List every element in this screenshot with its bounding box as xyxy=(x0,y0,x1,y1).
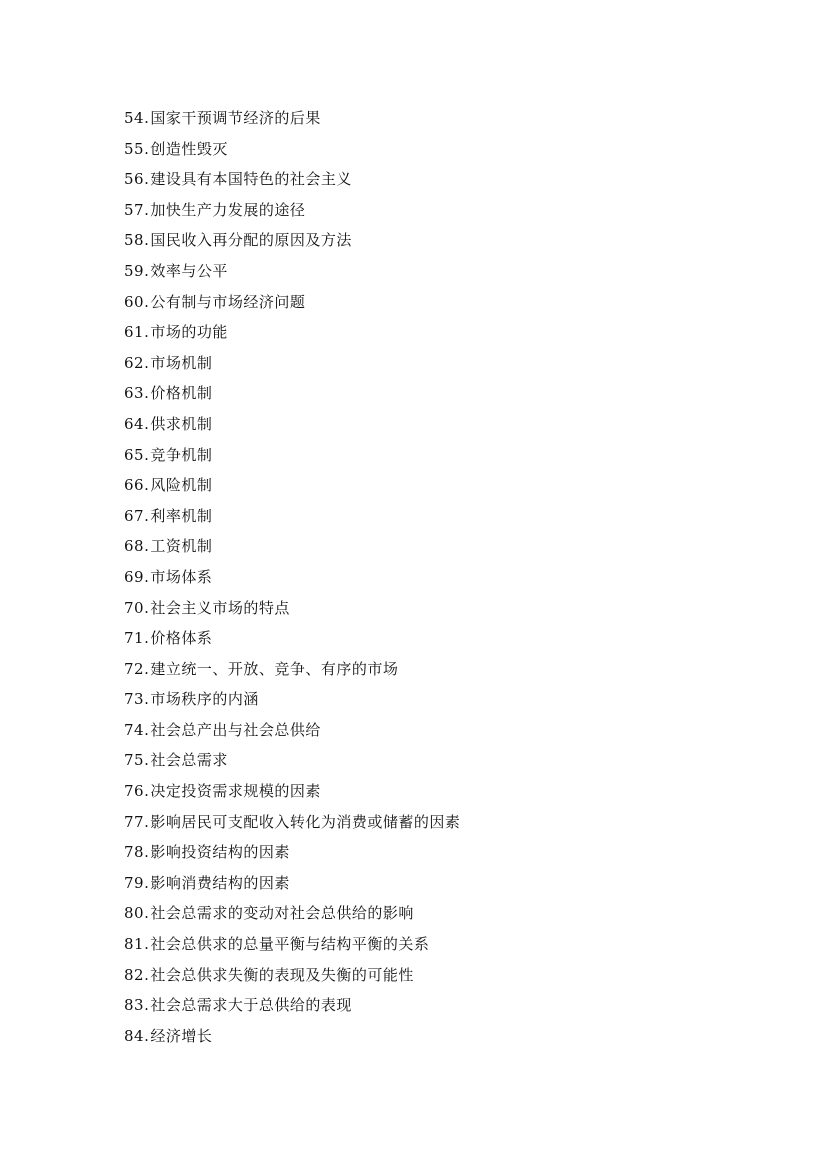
list-item xyxy=(124,413,460,444)
item-number: 84. xyxy=(124,1026,150,1045)
item-text: 社会总供求失衡的表现及失衡的可能性 xyxy=(150,965,414,984)
list-item xyxy=(124,107,460,138)
item-text: 创造性毁灭 xyxy=(150,139,228,158)
list-item xyxy=(124,168,460,199)
item-number: 77. xyxy=(124,812,150,831)
list-item xyxy=(124,229,460,260)
item-text: 社会总需求的变动对社会总供给的影响 xyxy=(150,904,414,923)
item-number: 75. xyxy=(124,751,150,770)
list-item xyxy=(124,964,460,995)
item-text: 价格体系 xyxy=(150,629,213,648)
item-text: 国家干预调节经济的后果 xyxy=(150,109,321,127)
item-text: 社会总需求大于总供给的表现 xyxy=(150,996,352,1015)
list-item xyxy=(124,933,460,964)
item-text: 效率与公平 xyxy=(150,261,228,280)
list-item xyxy=(124,291,460,322)
item-text: 建立统一、开放、竞争、有序的市场 xyxy=(150,659,399,678)
item-number: 82. xyxy=(124,965,150,984)
item-number: 79. xyxy=(124,873,150,892)
list-item xyxy=(124,199,460,230)
item-number: 54. xyxy=(124,109,150,127)
item-number: 72. xyxy=(124,659,150,678)
item-number: 66. xyxy=(124,476,150,495)
item-number: 63. xyxy=(124,384,150,403)
item-number: 81. xyxy=(124,935,150,954)
list-item xyxy=(124,352,460,383)
item-text: 市场体系 xyxy=(150,567,213,586)
item-text: 市场秩序的内涵 xyxy=(150,690,259,709)
item-text: 社会总产出与社会总供给 xyxy=(150,720,321,739)
item-text: 影响投资结构的因素 xyxy=(150,843,290,862)
topic-list xyxy=(124,107,460,1055)
list-item xyxy=(124,321,460,352)
item-number: 83. xyxy=(124,996,150,1015)
item-text: 公有制与市场经济问题 xyxy=(150,292,306,311)
list-item xyxy=(124,719,460,750)
item-text: 社会总需求 xyxy=(150,751,228,770)
item-text: 决定投资需求规模的因素 xyxy=(150,782,321,801)
item-number: 57. xyxy=(124,200,150,219)
item-number: 69. xyxy=(124,567,150,586)
item-text: 建设具有本国特色的社会主义 xyxy=(150,170,352,189)
item-number: 67. xyxy=(124,506,150,525)
item-text: 价格机制 xyxy=(150,384,213,403)
item-number: 58. xyxy=(124,231,150,250)
list-item xyxy=(124,138,460,169)
list-item xyxy=(124,811,460,842)
item-text: 影响消费结构的因素 xyxy=(150,873,290,892)
item-number: 64. xyxy=(124,414,150,433)
list-item xyxy=(124,902,460,933)
list-item xyxy=(124,841,460,872)
item-text: 工资机制 xyxy=(150,537,213,556)
item-text: 经济增长 xyxy=(150,1026,213,1045)
item-number: 80. xyxy=(124,904,150,923)
item-text: 加快生产力发展的途径 xyxy=(150,200,306,219)
list-item xyxy=(124,597,460,628)
item-number: 74. xyxy=(124,720,150,739)
list-item xyxy=(124,688,460,719)
item-number: 56. xyxy=(124,170,150,189)
item-text: 国民收入再分配的原因及方法 xyxy=(150,231,352,250)
list-item xyxy=(124,566,460,597)
item-text: 利率机制 xyxy=(150,506,213,525)
item-text: 竞争机制 xyxy=(150,445,213,464)
item-number: 59. xyxy=(124,261,150,280)
list-item xyxy=(124,994,460,1025)
item-number: 71. xyxy=(124,629,150,648)
item-number: 61. xyxy=(124,323,150,342)
item-number: 65. xyxy=(124,445,150,464)
item-number: 73. xyxy=(124,690,150,709)
item-text: 供求机制 xyxy=(150,414,213,433)
list-item xyxy=(124,260,460,291)
list-item xyxy=(124,658,460,689)
list-item xyxy=(124,444,460,475)
item-number: 78. xyxy=(124,843,150,862)
item-number: 55. xyxy=(124,139,150,158)
list-item xyxy=(124,535,460,566)
item-number: 62. xyxy=(124,353,150,372)
list-item xyxy=(124,382,460,413)
item-text: 风险机制 xyxy=(150,476,213,495)
list-item xyxy=(124,505,460,536)
item-text: 社会总供求的总量平衡与结构平衡的关系 xyxy=(150,935,430,954)
item-text: 影响居民可支配收入转化为消费或储蓄的因素 xyxy=(150,812,461,831)
list-item xyxy=(124,1025,460,1056)
item-text: 市场机制 xyxy=(150,353,213,372)
item-text: 社会主义市场的特点 xyxy=(150,598,290,617)
list-item xyxy=(124,474,460,505)
list-item xyxy=(124,749,460,780)
item-text: 市场的功能 xyxy=(150,323,228,342)
item-number: 68. xyxy=(124,537,150,556)
item-number: 70. xyxy=(124,598,150,617)
list-item xyxy=(124,780,460,811)
item-number: 60. xyxy=(124,292,150,311)
item-number: 76. xyxy=(124,782,150,801)
list-item xyxy=(124,872,460,903)
list-item xyxy=(124,627,460,658)
